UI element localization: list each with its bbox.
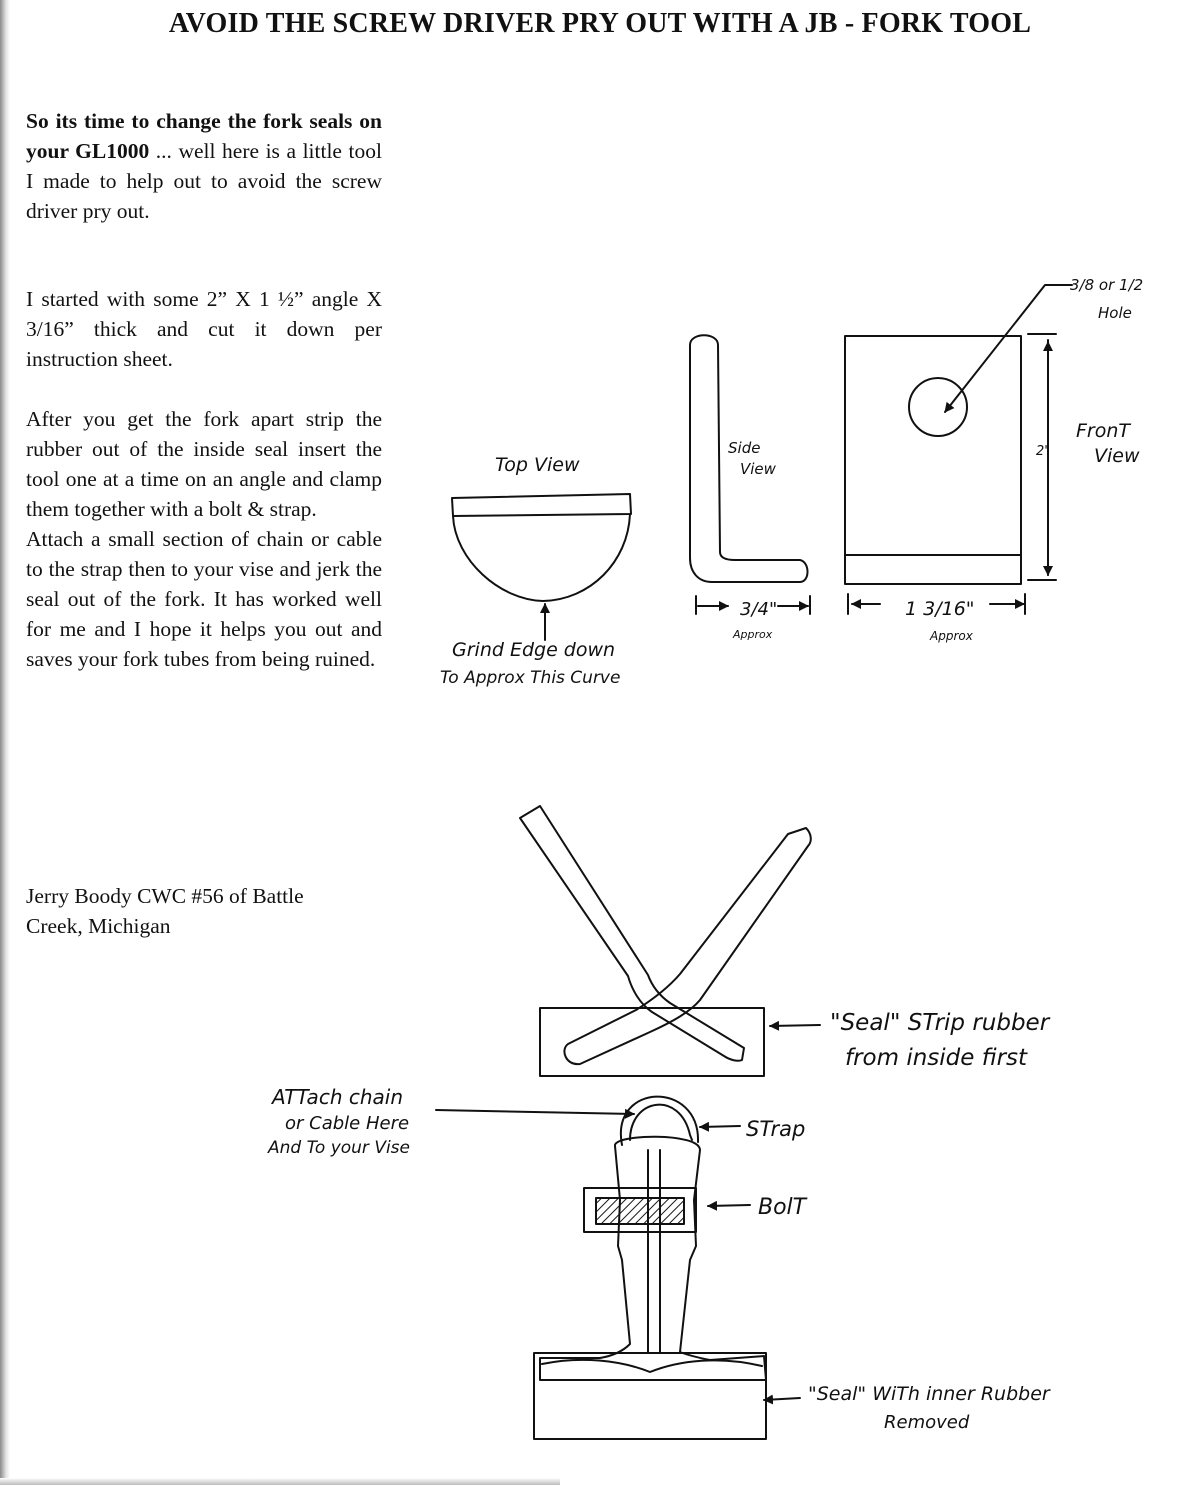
bolt-label: BolT	[758, 1195, 807, 1220]
top-view-sketch	[452, 494, 631, 640]
attach-label-3: And To your Vise	[268, 1138, 410, 1158]
hole-label: Hole	[1098, 304, 1132, 322]
credit-line-1: Jerry Boody CWC #56 of Battle	[26, 884, 304, 908]
top-view-label: Top View	[495, 454, 580, 476]
seal-strip-label-1: "Seal" STrip rubber	[830, 1010, 1050, 1036]
side-dim-label: 3/4"	[740, 599, 778, 620]
seal-removed-label-1: "Seal" WiTh inner Rubber	[808, 1383, 1050, 1405]
grind-label-1: Grind Edge down	[452, 639, 616, 661]
instructions-text-a: After you get the fork apart strip the rubber out of the inside seal insert the tool one at a time on an angle and clamp them together with a bolt & strap.	[26, 407, 382, 521]
attach-label-1: ATTach chain	[272, 1085, 404, 1109]
side-view-label-1: Side	[728, 439, 761, 457]
side-approx-label: Approx	[733, 628, 773, 641]
credit-line-2: Creek, Michigan	[26, 914, 171, 938]
material-text: I started with some 2” X 1 ½” angle X 3/16” thick and cut it down per instruction sheet.	[26, 287, 382, 371]
front-view-label-2: View	[1094, 445, 1140, 467]
seal-strip-label-2: from inside first	[845, 1045, 1028, 1071]
intro-bold-text: So its time to change the fork seals on your GL1000	[26, 109, 382, 163]
strap-bolt-seal-sketch	[436, 1097, 800, 1439]
attach-label-2: or Cable Here	[285, 1113, 410, 1134]
front-approx-label: Approx	[930, 629, 973, 643]
strap-label: STrap	[746, 1117, 806, 1141]
front-view-label-1: FronT	[1076, 420, 1131, 442]
instructions-text-b: Attach a small section of chain or cable to the strap then to your vise and jerk the seal out of the fork. It has worked well for me and I hope it helps you out and saves your fork tubes from being ruined.	[26, 527, 382, 671]
seal-removed-label-2: Removed	[884, 1412, 970, 1433]
side-view-label-2: View	[740, 460, 776, 478]
front-width-label: 1 3/16"	[905, 598, 975, 620]
intro-text: ... well here is a little tool I made to help out to avoid the screw driver pry out.	[26, 139, 382, 223]
hole-size-label: 3/8 or 1/2	[1070, 276, 1144, 294]
page-title: AVOID THE SCREW DRIVER PRY OUT WITH A JB - FORK TOOL	[168, 8, 1032, 39]
seal-with-tool-arms-sketch	[520, 806, 820, 1076]
front-height-label: 2"	[1036, 444, 1051, 459]
grind-label-2: To Approx This Curve	[440, 668, 621, 688]
